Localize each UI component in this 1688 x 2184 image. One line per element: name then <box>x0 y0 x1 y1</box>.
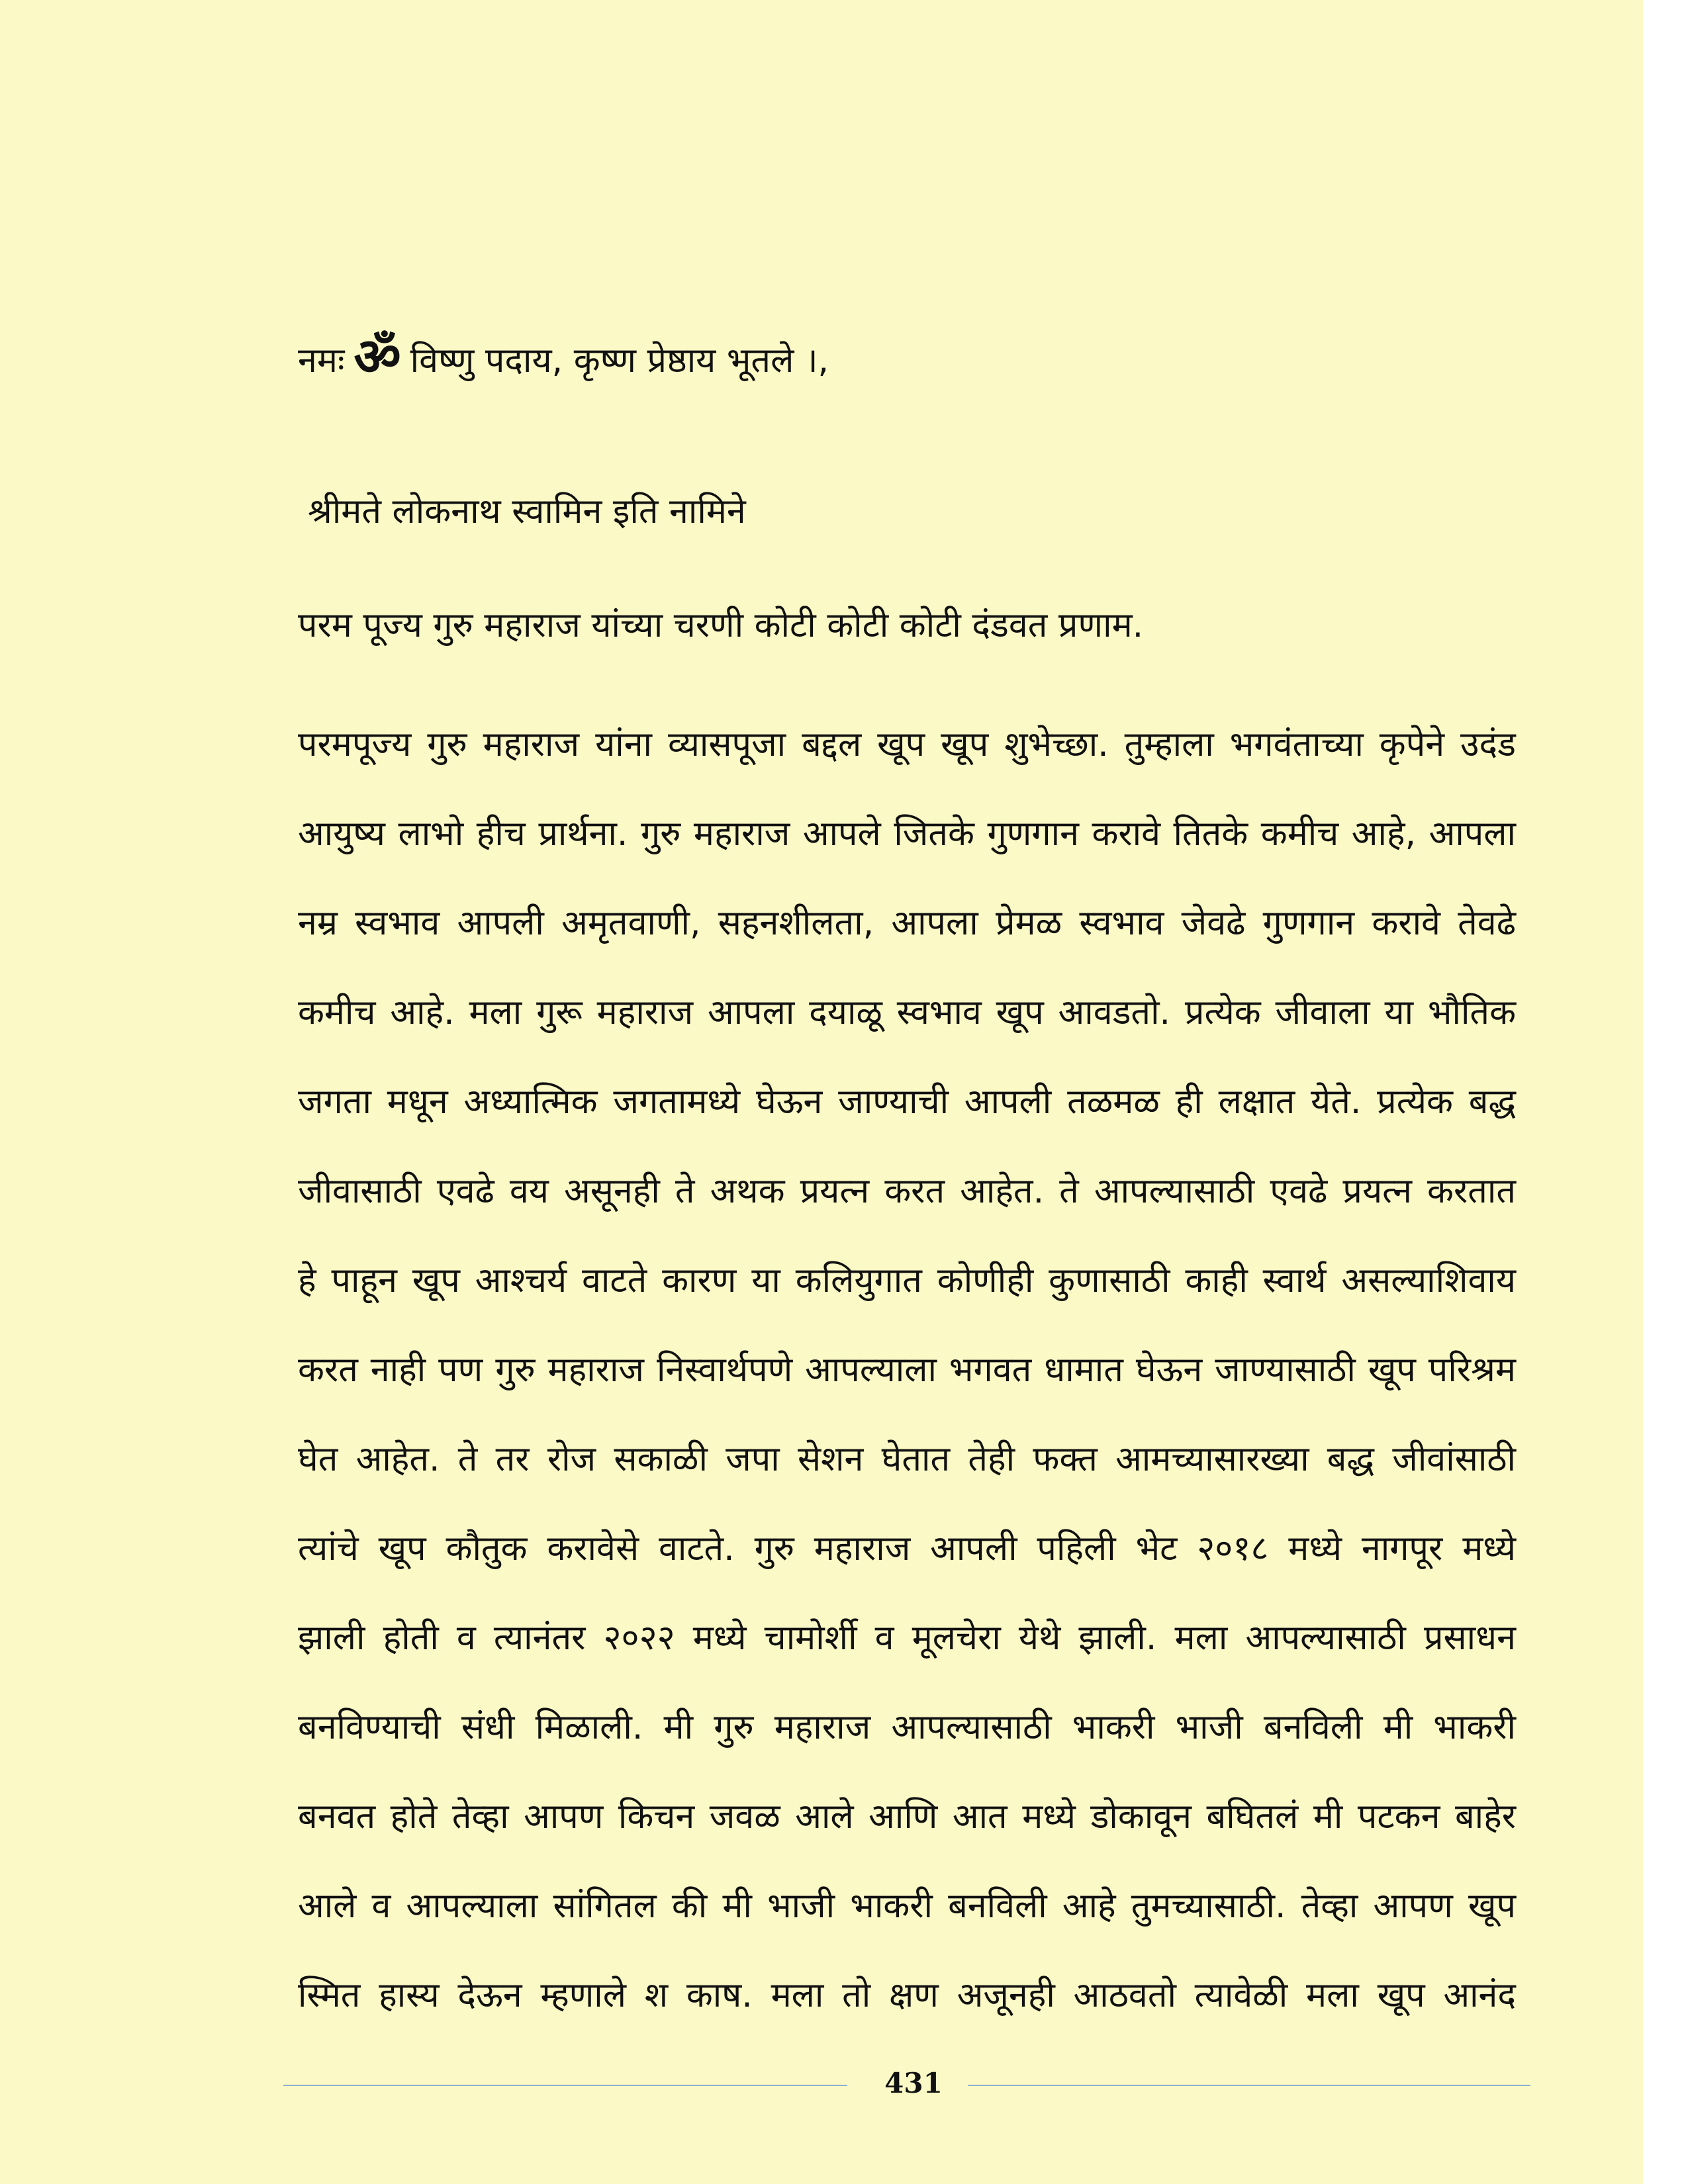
body-line: परमपूज्य गुरु महाराज यांना व्यासपूजा बद्दल खूप खूप शुभेच्छा. तुम्हाला भगवंताच्या कृपेने उदंड <box>298 725 1516 764</box>
body-line: झाली होती व त्यानंतर २०२२ मध्ये चामोर्शी व मूलचेरा येथे झाली. मला आपल्यासाठी प्रसाधन <box>298 1618 1516 1658</box>
body-line: त्यांचे खूप कौतुक करावेसे वाटते. गुरु महाराज आपली पहिली भेट २०१८ मध्ये नागपूर मध्ये <box>298 1529 1516 1569</box>
body-line: आयुष्य लाभो हीच प्रार्थना. गुरु महाराज आपले जितके गुणगान करावे तितके कमीच आहे, आपला <box>298 814 1516 854</box>
footer-rule-right <box>968 2085 1530 2086</box>
page-number: 431 <box>884 2067 943 2099</box>
om-symbol: ॐ <box>353 328 401 387</box>
invocation-line <box>298 328 829 387</box>
body-line: नम्र स्वभाव आपली अमृतवाणी, सहनशीलता, आपला प्रेमळ स्वभाव जेवढे गुणगान करावे तेवढे <box>298 903 1516 943</box>
page-margin-strip <box>1643 0 1688 2184</box>
body-line: स्मित हास्य देऊन म्हणाले श काष. मला तो क्षण अजूनही आठवतो त्यावेळी मला खूप आनंद <box>298 1976 1516 2015</box>
body-line: कमीच आहे. मला गुरू महाराज आपला दयाळू स्वभाव खूप आवडतो. प्रत्येक जीवाला या भौतिक <box>298 993 1517 1032</box>
body-line: आले व आपल्याला सांगितल की मी भाजी भाकरी बनविली आहे तुमच्यासाठी. तेव्हा आपण खूप <box>298 1886 1516 1926</box>
salutation: परम पूज्य गुरु महाराज यांच्या चरणी कोटी कोटी कोटी दंडवत प्रणाम. <box>298 606 1144 645</box>
invocation-prefix: नमः <box>298 341 345 381</box>
body-line: घेत आहेत. ते तर रोज सकाळी जपा सेशन घेतात तेही फक्त आमच्यासारख्या बद्ध जीवांसाठी <box>298 1439 1516 1479</box>
footer-rule-left <box>283 2085 847 2086</box>
body-line: जगता मधून अध्यात्मिक जगतामध्ये घेऊन जाण्याची आपली तळमळ ही लक्षात येते. प्रत्येक बद्ध <box>298 1082 1516 1122</box>
invocation-text: विष्णु पदाय, कृष्ण प्रेष्ठाय भूतले ।, <box>410 341 829 381</box>
body-line: बनविण्याची संधी मिळाली. मी गुरु महाराज आपल्यासाठी भाकरी भाजी बनविली मी भाकरी <box>298 1707 1516 1747</box>
body-line: बनवत होते तेव्हा आपण किचन जवळ आले आणि आत मध्ये डोकावून बघितलं मी पटकन बाहेर <box>298 1797 1516 1837</box>
body-line: करत नाही पण गुरु महाराज निस्वार्थपणे आपल्याला भगवत धामात घेऊन जाण्यासाठी खूप परिश्रम <box>298 1350 1516 1390</box>
invocation-line-2: श्रीमते लोकनाथ स्वामिन इति नामिने <box>308 492 746 531</box>
body-line: जीवासाठी एवढे वय असूनही ते अथक प्रयत्न करत आहेत. ते आपल्यासाठी एवढे प्रयत्न करतात <box>298 1171 1516 1211</box>
body-line: हे पाहून खूप आश्चर्य वाटते कारण या कलियुगात कोणीही कुणासाठी काही स्वार्थ असल्याशिवाय <box>298 1261 1516 1300</box>
